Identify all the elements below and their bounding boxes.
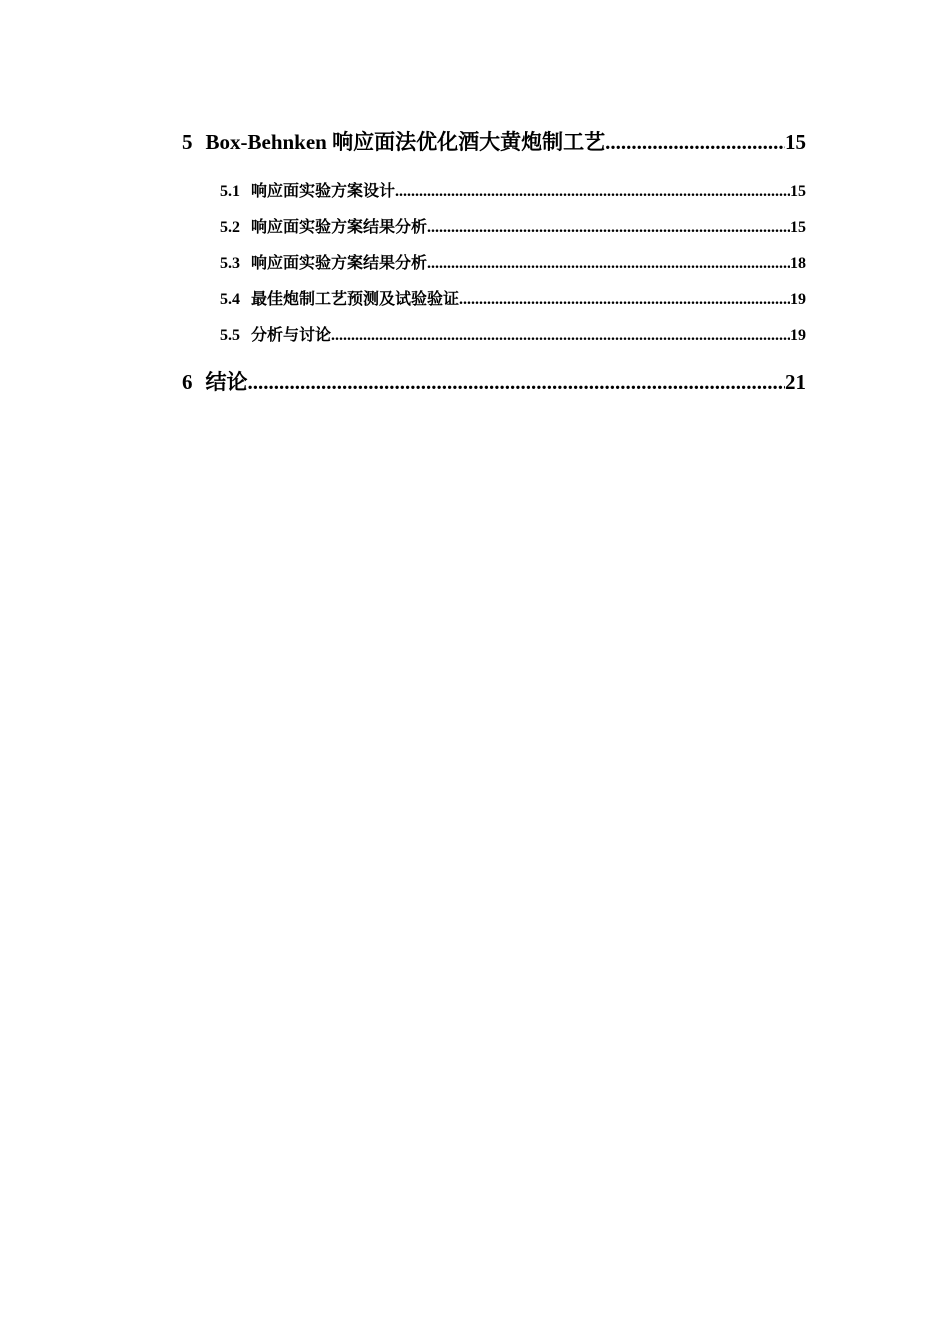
toc-dot-leader: [459, 282, 790, 318]
toc-dot-leader: [395, 174, 790, 210]
toc-entry-section-5-3[interactable]: [182, 246, 806, 282]
toc-dot-leader: [331, 318, 790, 354]
toc-entry-page: 19: [790, 327, 806, 344]
toc-entry-title: 最佳炮制工艺预测及试验验证: [251, 291, 460, 308]
toc-entry-number: 5.5: [220, 327, 240, 344]
toc-entry-page: 15: [785, 130, 806, 154]
toc-entry-page: 15: [790, 219, 806, 236]
toc-entry-chapter-6[interactable]: [182, 364, 806, 400]
toc-entry-number: 5.4: [220, 291, 240, 308]
toc-entry-page: 21: [785, 370, 806, 394]
table-of-contents: [182, 124, 806, 400]
toc-dot-leader: [427, 246, 790, 282]
toc-entry-number: 5.2: [220, 219, 240, 236]
toc-entry-section-5-4[interactable]: [182, 282, 806, 318]
toc-entry-section-5-1[interactable]: [182, 174, 806, 210]
toc-entry-section-5-2[interactable]: [182, 210, 806, 246]
toc-entry-number: 6: [182, 370, 193, 394]
toc-entry-section-5-5[interactable]: [182, 318, 806, 354]
toc-entry-page: 19: [790, 291, 806, 308]
toc-entry-title: 响应面实验方案结果分析: [251, 219, 428, 236]
toc-entry-title: 响应面实验方案设计: [251, 183, 396, 200]
toc-entry-title: 分析与讨论: [251, 327, 332, 344]
toc-entry-title: 结论: [205, 370, 248, 394]
toc-dot-leader: [248, 364, 786, 400]
toc-entry-number: 5.3: [220, 255, 240, 272]
toc-entry-number: 5: [182, 130, 193, 154]
toc-entry-number: 5.1: [220, 183, 240, 200]
toc-entry-chapter-5[interactable]: [182, 124, 806, 160]
toc-entry-page: 18: [790, 255, 806, 272]
toc-entry-page: 15: [790, 183, 806, 200]
toc-entry-title: Box-Behnken 响应面法优化酒大黄炮制工艺: [205, 130, 606, 154]
toc-entry-title: 响应面实验方案结果分析: [251, 255, 428, 272]
toc-dot-leader: [605, 124, 785, 160]
toc-dot-leader: [427, 210, 790, 246]
